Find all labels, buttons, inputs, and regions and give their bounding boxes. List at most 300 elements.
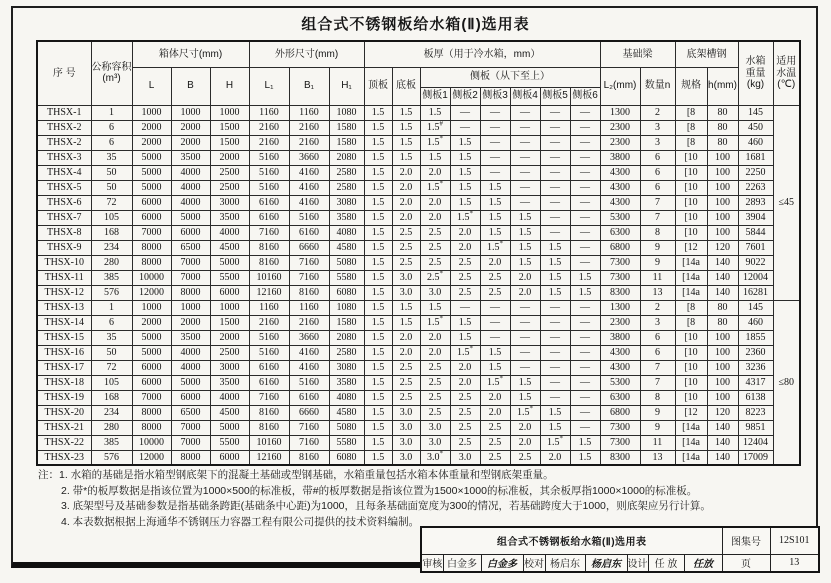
cell: 7300	[600, 255, 640, 270]
cell: 4000	[171, 165, 210, 180]
cell: 1.5	[364, 165, 392, 180]
cell: [10	[675, 330, 707, 345]
cell: 8000	[171, 450, 210, 465]
cell: —	[570, 420, 600, 435]
cell: —	[570, 375, 600, 390]
cell: —	[480, 300, 510, 315]
table-body	[37, 105, 800, 465]
cell: 1000	[171, 105, 210, 120]
cell: 8160	[289, 285, 329, 300]
cell: THSX-22	[37, 435, 91, 450]
page-title: 组合式不锈钢板给水箱(Ⅱ)选用表	[301, 16, 530, 33]
cell: 2.5	[450, 285, 480, 300]
cell: 80	[707, 120, 738, 135]
col-L: L	[132, 67, 171, 105]
table-row	[37, 345, 800, 360]
cell: 1.5*	[450, 210, 480, 225]
cell: 1.5	[570, 435, 600, 450]
cell: THSX-19	[37, 390, 91, 405]
cell: THSX-1	[37, 105, 91, 120]
cell: 1.5	[364, 120, 392, 135]
cell: 2.5	[420, 405, 450, 420]
cell: 2.0	[420, 195, 450, 210]
cell: 7000	[171, 270, 210, 285]
table-row	[37, 315, 800, 330]
table-row	[37, 330, 800, 345]
col-H: H	[210, 67, 249, 105]
cell: 2.0	[392, 330, 420, 345]
cell: 1.5	[364, 255, 392, 270]
cell: 1.5*	[480, 240, 510, 255]
cell: 1.5	[480, 180, 510, 195]
cell: 2.0	[420, 165, 450, 180]
cell: 12404	[738, 435, 773, 450]
cell: 80	[707, 105, 738, 120]
cell: 1.5	[570, 450, 600, 465]
cell: [14a	[675, 450, 707, 465]
cell: [10	[675, 165, 707, 180]
cell: 1	[91, 105, 132, 120]
cell: 1500	[210, 315, 249, 330]
cell: —	[540, 300, 570, 315]
cell: 9	[640, 420, 675, 435]
cell: 8	[640, 390, 675, 405]
cell: 1.5	[364, 315, 392, 330]
cell: 8000	[132, 255, 171, 270]
cell: 3.0	[392, 270, 420, 285]
cell: 11	[640, 270, 675, 285]
cell: 5000	[171, 210, 210, 225]
cell: 1681	[738, 150, 773, 165]
cell: 3.0	[392, 285, 420, 300]
cell: 6000	[171, 390, 210, 405]
col-side6: 侧板6	[570, 87, 600, 105]
note-line: 2. 带*的板厚数据是指该位置为1000×500的标准板，带#的板厚数据是指该位置为1500×1000的标准板，其余板厚指1000×1000的标准板。	[61, 484, 698, 497]
cell: 8223	[738, 405, 773, 420]
cell: 8160	[249, 240, 289, 255]
cell: 1160	[249, 300, 289, 315]
cell: THSX-8	[37, 225, 91, 240]
review-label: 审核	[421, 554, 443, 572]
cell: 2250	[738, 165, 773, 180]
cell: 5000	[132, 150, 171, 165]
cell: 3236	[738, 360, 773, 375]
cell: 7300	[600, 420, 640, 435]
cell: 7	[640, 195, 675, 210]
cell: 1.5	[364, 270, 392, 285]
cell: 6000	[132, 210, 171, 225]
cell: 2.5	[510, 450, 540, 465]
selection-table	[36, 40, 801, 466]
col-volume-line1: 公称容积	[91, 62, 132, 74]
table-row	[37, 375, 800, 390]
notes	[38, 468, 783, 530]
cell: 2580	[329, 165, 364, 180]
col-h: h(mm)	[707, 67, 738, 105]
cell: 6660	[289, 405, 329, 420]
col-group-beam: 基础梁	[600, 41, 675, 67]
cell: THSX-21	[37, 420, 91, 435]
cell: 50	[91, 180, 132, 195]
cell: 100	[707, 360, 738, 375]
cell: 7160	[289, 435, 329, 450]
cell: 35	[91, 330, 132, 345]
cell: —	[450, 120, 480, 135]
cell: [10	[675, 390, 707, 405]
cell: 5160	[249, 345, 289, 360]
cell: 2.5	[392, 390, 420, 405]
col-group-channel: 底架槽钢	[675, 41, 738, 67]
designer-signature: 任放	[684, 554, 722, 572]
cell: 168	[91, 390, 132, 405]
cell: 2080	[329, 150, 364, 165]
cell: 8160	[249, 405, 289, 420]
cell: 576	[91, 450, 132, 465]
cell: 3.0	[392, 420, 420, 435]
cell: 7000	[171, 435, 210, 450]
cell: 2160	[289, 120, 329, 135]
cell: 1.5	[510, 255, 540, 270]
cell: [10	[675, 195, 707, 210]
cell: 4000	[171, 345, 210, 360]
cell: 7160	[289, 420, 329, 435]
cell: —	[570, 225, 600, 240]
cell: 6000	[210, 285, 249, 300]
cell: 2000	[210, 150, 249, 165]
cell: 7160	[249, 225, 289, 240]
cell: [10	[675, 180, 707, 195]
cell: 2.0	[510, 285, 540, 300]
cell: 6000	[210, 450, 249, 465]
cell: 2.5	[420, 360, 450, 375]
col-volume-line2: (m³)	[102, 73, 121, 85]
col-side1: 侧板1	[420, 87, 450, 105]
cell: 5000	[132, 345, 171, 360]
cell: 3.0	[392, 405, 420, 420]
table-row	[37, 420, 800, 435]
cell: 1.5	[364, 390, 392, 405]
cell: —	[510, 330, 540, 345]
cell: 450	[738, 120, 773, 135]
cell: —	[570, 345, 600, 360]
cell: 1.5	[570, 270, 600, 285]
cell: 3.0*	[420, 450, 450, 465]
col-side5: 侧板5	[540, 87, 570, 105]
cell: —	[540, 180, 570, 195]
cell: 1.5	[392, 300, 420, 315]
cell: 10000	[132, 435, 171, 450]
cell: 100	[707, 165, 738, 180]
cell: 2.0	[392, 345, 420, 360]
cell: 1.5	[450, 180, 480, 195]
col-temp-line2: 水温	[776, 67, 797, 79]
cell: 2893	[738, 195, 773, 210]
cell: —	[480, 105, 510, 120]
cell: 80	[707, 300, 738, 315]
cell: 1.5*	[420, 315, 450, 330]
check-label: 校对	[523, 554, 545, 572]
cell: —	[510, 135, 540, 150]
cell: 2.0	[392, 180, 420, 195]
cell: 100	[707, 375, 738, 390]
cell: 234	[91, 240, 132, 255]
cell: 1580	[329, 315, 364, 330]
cell: THSX-2	[37, 135, 91, 150]
cell: 100	[707, 390, 738, 405]
cell: —	[570, 315, 600, 330]
cell: 100	[707, 225, 738, 240]
cell: 2.5	[392, 375, 420, 390]
cell: 1.5	[420, 300, 450, 315]
cell: 1.5	[364, 375, 392, 390]
cell: —	[570, 360, 600, 375]
cell: 12160	[249, 285, 289, 300]
cell: 1.5	[450, 195, 480, 210]
cell: 1.5	[540, 420, 570, 435]
cell: 4500	[210, 405, 249, 420]
cell: 3.0	[420, 435, 450, 450]
cell: 4000	[210, 225, 249, 240]
cell: 140	[707, 270, 738, 285]
cell: 6	[91, 315, 132, 330]
title-block	[420, 526, 820, 573]
cell: 2.0	[450, 240, 480, 255]
cell: 5500	[210, 435, 249, 450]
cell: 100	[707, 345, 738, 360]
cell: 385	[91, 270, 132, 285]
cell: 2000	[210, 330, 249, 345]
cell: 3	[640, 135, 675, 150]
cell: 6300	[600, 390, 640, 405]
cell: 6	[91, 120, 132, 135]
cell: 4580	[329, 405, 364, 420]
cell: —	[510, 120, 540, 135]
cell: 10160	[249, 270, 289, 285]
cell: 1.5	[510, 240, 540, 255]
cell: 5500	[210, 270, 249, 285]
col-group-side: 侧板（从下至上）	[420, 67, 600, 87]
cell: 3500	[210, 375, 249, 390]
cell: [12	[675, 240, 707, 255]
cell: 2.5	[450, 420, 480, 435]
cell: 6000	[171, 225, 210, 240]
cell: 2.0	[510, 435, 540, 450]
reviewer-signature: 白金多	[481, 554, 523, 572]
cell: —	[510, 195, 540, 210]
cell: 12004	[738, 270, 773, 285]
cell: 3	[640, 315, 675, 330]
cell: —	[570, 120, 600, 135]
col-side2: 侧板2	[450, 87, 480, 105]
cell: 1000	[210, 300, 249, 315]
cell: 2500	[210, 180, 249, 195]
cell: 1.5#	[420, 120, 450, 135]
cell: 1.5	[364, 345, 392, 360]
cell: 2300	[600, 135, 640, 150]
cell: 2.5	[420, 375, 450, 390]
cell: 4300	[600, 165, 640, 180]
cell: 6160	[289, 225, 329, 240]
cell: —	[540, 210, 570, 225]
table-row	[37, 165, 800, 180]
cell: 4580	[329, 240, 364, 255]
cell: THSX-13	[37, 300, 91, 315]
cell: 1000	[132, 300, 171, 315]
cell: 3500	[210, 210, 249, 225]
cell: 1300	[600, 105, 640, 120]
cell: 1.5	[540, 405, 570, 420]
cell: 1.5	[364, 330, 392, 345]
cell: 6500	[171, 405, 210, 420]
cell: 2.0	[420, 345, 450, 360]
cell: 1.5	[540, 255, 570, 270]
cell: 2.5*	[420, 270, 450, 285]
table-row	[37, 270, 800, 285]
cell: 6080	[329, 285, 364, 300]
cell: 1.5	[570, 285, 600, 300]
cell: 80	[707, 315, 738, 330]
cell: 2.5	[420, 255, 450, 270]
cell: 2000	[171, 135, 210, 150]
cell: 2.5	[480, 435, 510, 450]
cell: —	[540, 390, 570, 405]
cell: 9	[640, 255, 675, 270]
cell: 5844	[738, 225, 773, 240]
cell: 2.5	[392, 225, 420, 240]
cell: THSX-6	[37, 195, 91, 210]
cell: —	[570, 195, 600, 210]
cell: THSX-9	[37, 240, 91, 255]
cell: 3080	[329, 360, 364, 375]
title-block-title: 组合式不锈钢板给水箱(Ⅱ)选用表	[421, 527, 722, 554]
cell: 1.5	[364, 105, 392, 120]
cell: 3000	[210, 195, 249, 210]
table-row	[37, 450, 800, 465]
cell: 8160	[289, 450, 329, 465]
cell: 3.0	[392, 435, 420, 450]
cell: 8000	[132, 240, 171, 255]
cell: —	[570, 180, 600, 195]
cell: 6	[640, 330, 675, 345]
cell: —	[570, 330, 600, 345]
cell: THSX-14	[37, 315, 91, 330]
cell: 2.5	[480, 420, 510, 435]
cell: [10	[675, 360, 707, 375]
cell: [8	[675, 120, 707, 135]
cell: 4300	[600, 360, 640, 375]
cell: 1580	[329, 120, 364, 135]
cell: 2	[640, 300, 675, 315]
col-weight	[738, 41, 773, 105]
cell: 1.5	[364, 150, 392, 165]
cell: —	[570, 405, 600, 420]
cell: 6	[640, 180, 675, 195]
cell: 1.5	[450, 330, 480, 345]
cell: [10	[675, 210, 707, 225]
cell: 7160	[289, 255, 329, 270]
col-temp-line1: 适用	[776, 56, 797, 68]
cell: 3660	[289, 150, 329, 165]
cell: 100	[707, 180, 738, 195]
cell: 2.0	[392, 210, 420, 225]
cell: 1.5	[364, 195, 392, 210]
col-group-box-dim: 箱体尺寸(mm)	[132, 41, 249, 67]
cell: 2500	[210, 165, 249, 180]
cell: 4000	[171, 360, 210, 375]
cell: 1.5	[420, 150, 450, 165]
cell: 6800	[600, 405, 640, 420]
cell: [14a	[675, 270, 707, 285]
cell: 2.5	[450, 270, 480, 285]
cell: 2160	[249, 135, 289, 150]
cell: 1.5	[364, 360, 392, 375]
cell: 2000	[171, 120, 210, 135]
col-temp	[773, 41, 800, 105]
table-row	[37, 255, 800, 270]
cell: 5000	[171, 375, 210, 390]
cell: —	[510, 180, 540, 195]
cell: —	[450, 300, 480, 315]
cell: 5000	[132, 180, 171, 195]
note-line: 4. 本表数据根据上海通华不锈钢压力容器工程有限公司提供的技术资料编制。	[61, 515, 420, 528]
cell: 6160	[249, 360, 289, 375]
cell: [14a	[675, 285, 707, 300]
cell: 2.0	[450, 360, 480, 375]
cell: 1160	[289, 300, 329, 315]
cell: 5160	[249, 150, 289, 165]
cell: 7	[640, 210, 675, 225]
cell: 2160	[249, 315, 289, 330]
table-header	[37, 41, 800, 105]
cell: 1.5	[510, 210, 540, 225]
cell: 1855	[738, 330, 773, 345]
cell: 2.5	[450, 405, 480, 420]
cell: 2.5	[420, 240, 450, 255]
cell: —	[540, 315, 570, 330]
cell: 5000	[210, 255, 249, 270]
table-row	[37, 105, 800, 120]
temp-cell: ≤45	[773, 105, 800, 300]
cell: 3.0	[420, 285, 450, 300]
col-weight-line1: 水箱	[745, 56, 766, 68]
cell: —	[510, 300, 540, 315]
cell: 6000	[132, 360, 171, 375]
cell: 1.5	[364, 180, 392, 195]
cell: 2000	[132, 135, 171, 150]
cell: 4000	[171, 180, 210, 195]
cell: THSX-10	[37, 255, 91, 270]
note-line: 3. 底架型号及基础参数是指基础条跨距(基础条中心距)为1000，且每条基础面宽度为300的情况，若基础跨度大于1000，则底架应另行计算。	[61, 500, 711, 512]
cell: 4000	[171, 195, 210, 210]
col-H1: H₁	[329, 67, 364, 105]
cell: 145	[738, 300, 773, 315]
cell: 6800	[600, 240, 640, 255]
cell: —	[540, 330, 570, 345]
col-weight-line3: (kg)	[746, 78, 765, 90]
cell: 100	[707, 150, 738, 165]
cell: THSX-2	[37, 120, 91, 135]
cell: 1.5	[450, 165, 480, 180]
cell: 72	[91, 360, 132, 375]
cell: [8	[675, 135, 707, 150]
cell: 7601	[738, 240, 773, 255]
cell: THSX-20	[37, 405, 91, 420]
cell: 5160	[249, 165, 289, 180]
cell: 140	[707, 420, 738, 435]
cell: 1.5	[540, 240, 570, 255]
cell: 6160	[289, 390, 329, 405]
cell: 1.5	[480, 210, 510, 225]
